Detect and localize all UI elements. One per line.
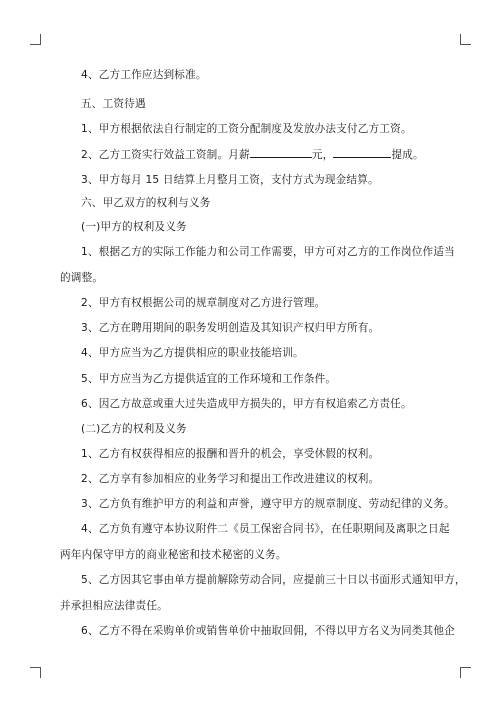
commission-blank[interactable]: [333, 147, 391, 158]
paragraph-text: 1、甲方根据依法自行制定的工资分配制度及发放办法支付乙方工资。: [81, 123, 412, 135]
paragraph-text: 4、甲方应当为乙方提供相应的职业技能培训。: [81, 347, 304, 359]
crop-mark-top-left: [30, 34, 41, 45]
paragraph-text: 2、甲方有权根据公司的规章制度对乙方进行管理。: [81, 297, 326, 309]
crop-mark-bottom-right: [460, 667, 471, 678]
paragraph-text: 1、根据乙方的实际工作能力和公司工作需要，甲方可对乙方的工作岗位作适当: [81, 246, 455, 258]
paragraph-text: 3、甲方每月 15 日结算上月整月工资，支付方式为现金结算。: [81, 174, 379, 186]
crop-mark-top-right: [460, 34, 471, 45]
paragraph-text: 3、乙方在聘用期间的职务发明创造及其知识产权归甲方所有。: [81, 322, 380, 334]
section-heading: 六、甲乙双方的权利与义务: [81, 197, 211, 209]
paragraph-text: 2、乙方享有参加相应的业务学习和提出工作改进建议的权利。: [81, 473, 380, 485]
salary-suffix: 提成。: [391, 149, 424, 161]
paragraph-text: 6、乙方不得在采购单价或销售单价中抽取回佣，不得以甲方名义为同类其他企: [81, 625, 455, 637]
salary-blank[interactable]: [250, 147, 312, 158]
section-heading: 五、工资待遇: [81, 98, 146, 110]
salary-prefix: 2、乙方工资实行效益工资制。月薪: [81, 149, 250, 161]
paragraph-text-cont: 并承担相应法律责任。: [60, 600, 168, 612]
paragraph-text-cont: 的调整。: [60, 272, 104, 284]
paragraph-text: 4、乙方工作应达到标准。: [81, 69, 207, 81]
salary-mid: 元，: [311, 149, 334, 161]
paragraph-text: 1、乙方有权获得相应的报酬和晋升的机会，享受休假的权利。: [81, 448, 380, 460]
paragraph-text-cont: 两年内保守甲方的商业秘密和技术秘密的义务。: [60, 549, 287, 561]
salary-line: [81, 147, 450, 162]
paragraph-text: 6、因乙方故意或重大过失造成甲方损失的，甲方有权追索乙方责任。: [81, 398, 412, 410]
paragraph-text: 4、乙方负有遵守本协议附件二《员工保密合同书》，在任职期间及离职之日起: [81, 523, 450, 535]
crop-mark-bottom-left: [30, 667, 41, 678]
sub-heading: (一)甲方的权利及义务: [81, 221, 187, 233]
paragraph-text: 3、乙方负有维护甲方的利益和声誉，遵守甲方的规章制度、劳动纪律的义务。: [81, 498, 455, 510]
paragraph-text: 5、乙方因其它事由单方提前解除劳动合同，应提前三十日以书面形式通知甲方，: [81, 574, 466, 586]
paragraph-text: 5、甲方应当为乙方提供适宜的工作环境和工作条件。: [81, 373, 337, 385]
sub-heading: (二)乙方的权利及义务: [81, 423, 187, 435]
